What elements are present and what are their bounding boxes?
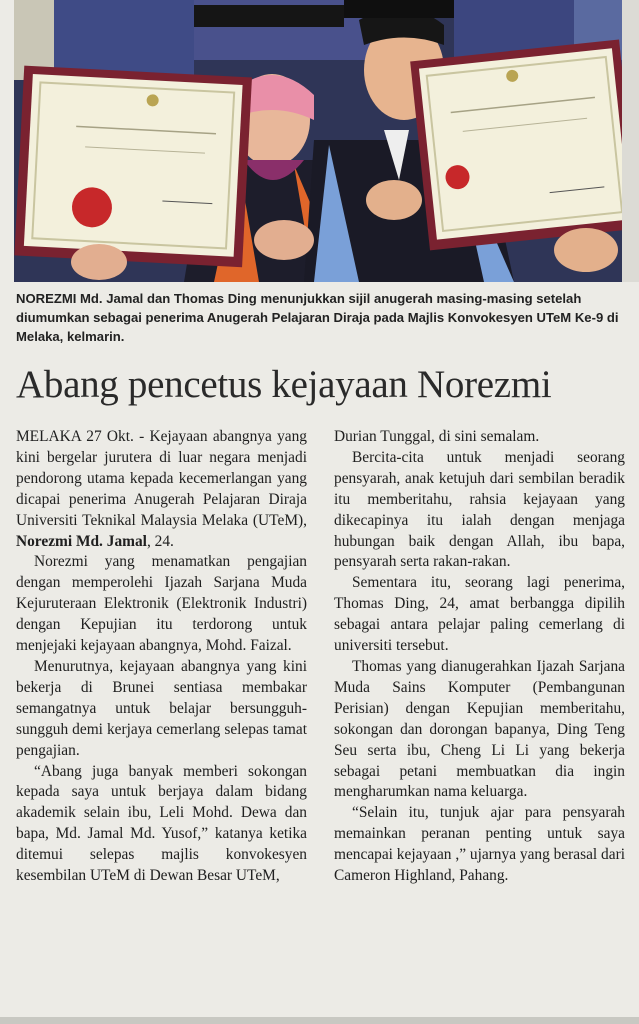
paragraph-1: [16, 427, 307, 552]
article-column-right: [334, 427, 625, 887]
paragraph-3: Menurutnya, kejayaan abangnya yang kini bekerja di Brunei sentiasa membakar semangatnya untuk belajar bersungguh-sungguh demi kerjaya cemerlang selepas tamat pengajian.: [16, 657, 307, 759]
article-headline: Abang pencetus kejayaan Norezmi: [16, 363, 552, 406]
paragraph-7: Sementara itu, seorang lagi penerima, Thomas Ding, 24, amat berbangga dipilih sebagai antara pelajar paling cemerlang di universiti tersebut.: [334, 574, 625, 655]
paragraph-6: Bercita-cita untuk menjadi seorang pensyarah, anak ketujuh dari sembilan beradik itu memberitahu, rahsia kejayaan yang dikecapinya itu ialah dengan menjaga hubungan baik dengan Allah, ibu bapa, pensyarah serta rakan-rakan.: [334, 448, 625, 571]
graduates-holding-certificates-image: [14, 0, 622, 282]
page-bottom-border: [0, 1017, 639, 1024]
paragraph-8: Thomas yang dianugerahkan Ijazah Sarjana Muda Sains Komputer (Pembangunan Perisian) dengan Kepujian memberitahu, sokongan dan dorongan bapanya, Ding Teng Seu serta ibu, Cheng Li Li yang bekerja sebagai petani membuatkan dia ingin mengharumkan nama keluarga.: [334, 657, 625, 801]
subject-name: Norezmi Md. Jamal: [16, 532, 147, 550]
graduation-photo: [14, 0, 622, 282]
photo-caption: NOREZMI Md. Jamal dan Thomas Ding menunjukkan sijil anugerah masing-masing setelah diumumkan sebagai penerima Anugerah Pelajaran Diraja pada Majlis Konvokesyen UTeM Ke-9 di Melaka, kelmarin.: [16, 291, 619, 344]
article-column-left: [16, 427, 307, 887]
paragraph-4: “Abang juga banyak memberi sokongan kepada saya untuk berjaya dalam bidang akademik selain ibu, Leli Mohd. Dewa dan bapa, Md. Jamal Md. Yusof,” katanya ketika ditemui selepas majlis konvokesyen kesembilan UTeM di Dewan Besar UTeM,: [16, 762, 307, 885]
adjacent-article-strip: [622, 0, 639, 282]
paragraph-1-text: MELAKA 27 Okt. - Kejayaan abangnya yang kini bergelar jurutera di luar negara menjadi pendorong utama kepada kecemerlangan yang dicapai penerima Anugerah Pelajaran Diraja Universiti Teknikal Malaysia Melaka (UTeM),: [16, 428, 307, 529]
paragraph-1-end: , 24.: [146, 532, 174, 550]
paragraph-5: Durian Tunggal, di sini semalam.: [334, 428, 540, 445]
paragraph-2: Norezmi yang menamatkan pengajian dengan memperolehi Ijazah Sarjana Muda Kejuruteraan Elektronik (Elektronik Industri) dengan Kepujian itu terdorong untuk menjejaki kejayaan abangnya, Mohd. Faizal.: [16, 553, 307, 655]
paragraph-9: “Selain itu, tunjuk ajar para pensyarah memainkan peranan penting untuk saya mencapai kejayaan ,” ujarnya yang berasal dari Cameron Highland, Pahang.: [334, 804, 625, 885]
